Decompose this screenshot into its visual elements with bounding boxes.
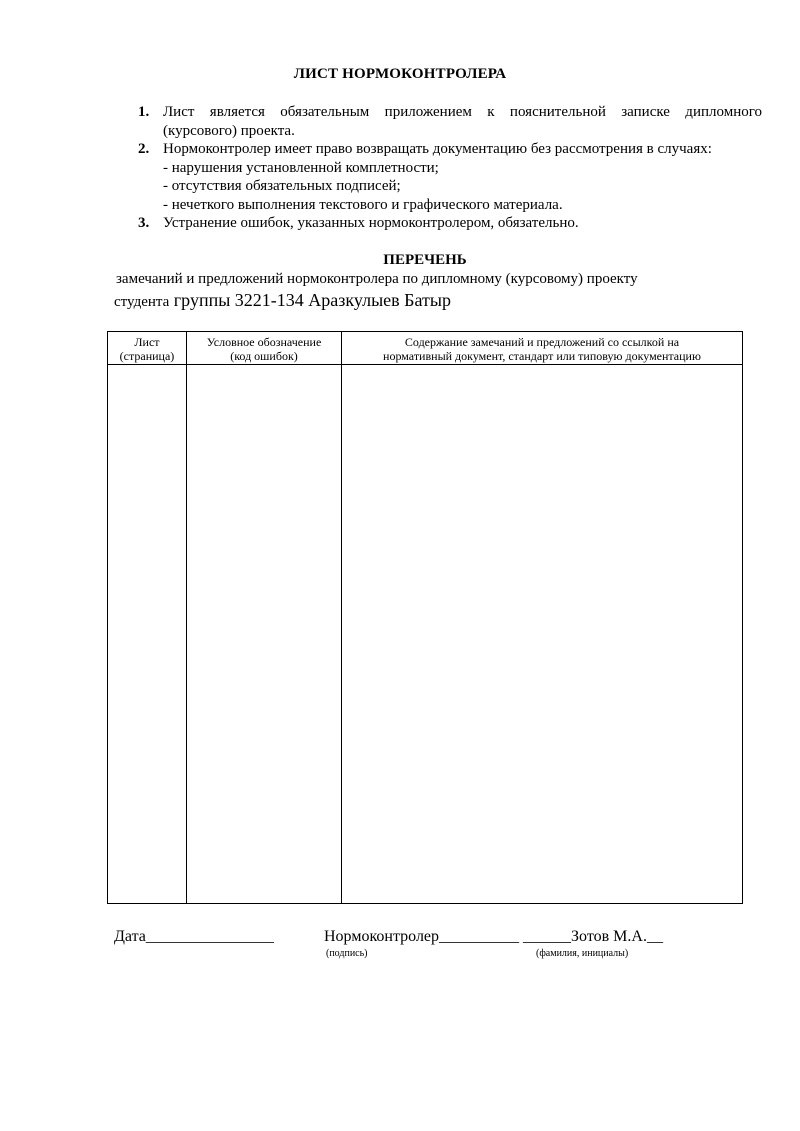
column-divider [341,332,342,903]
rule-item: - отсутствия обязательных подписей; [163,178,401,194]
rule-text-cont: (курсового) проекта. [163,122,295,139]
remarks-table [107,331,743,904]
rule-2 [138,140,762,214]
rule-item: - нарушения установленной комплетности; [163,159,439,176]
rule-number: 1. [138,104,150,120]
date-field: Дата________________ [114,928,274,945]
header-content-line: Содержание замечаний и предложений со ссылкой на [404,335,680,349]
rule-number: 3. [138,215,150,231]
header-code-line: (код ошибок) [230,349,298,363]
rule-1 [138,103,762,140]
rule-number: 2. [138,141,150,157]
header-sheet-line: (страница) [119,349,175,363]
rule-3 [138,214,762,233]
controller-field: Нормоконтролер__________ ______Зотов М.А.__ [324,928,663,945]
header-code [187,335,341,363]
rule-text: Лист является обязательным приложением к пояснительной записке дипломного [163,104,762,120]
list-subtitle: замечаний и предложений нормоконтролера по дипломному (курсовому) проекту [116,271,638,287]
rules-list [138,103,762,233]
student-label: студента [114,294,170,310]
student-line [114,290,451,311]
header-sheet [108,335,186,363]
header-code-line: Условное обозначение [206,335,322,349]
header-divider [108,364,742,365]
header-content-line: нормативный документ, стандарт или типовую документацию [383,349,701,363]
rule-text: Нормоконтролер имеет право возвращать документацию без рассмотрения в случаях: [163,141,712,157]
rule-text: Устранение ошибок, указанных нормоконтролером, обязательно. [163,215,579,231]
header-content [342,335,742,363]
rule-item: - нечеткого выполнения текстового и графического материала. [163,196,563,213]
list-title: ПЕРЕЧЕНЬ [383,252,467,268]
column-divider [186,332,187,903]
student-group: группы 3221-134 Аразкулыев Батыр [169,290,451,310]
document-title: ЛИСТ НОРМОКОНТРОЛЕРА [293,66,507,82]
header-sheet-line: Лист [134,335,160,349]
signature-caption: (подпись) [326,948,368,959]
fio-caption: (фамилия, инициалы) [536,948,629,959]
